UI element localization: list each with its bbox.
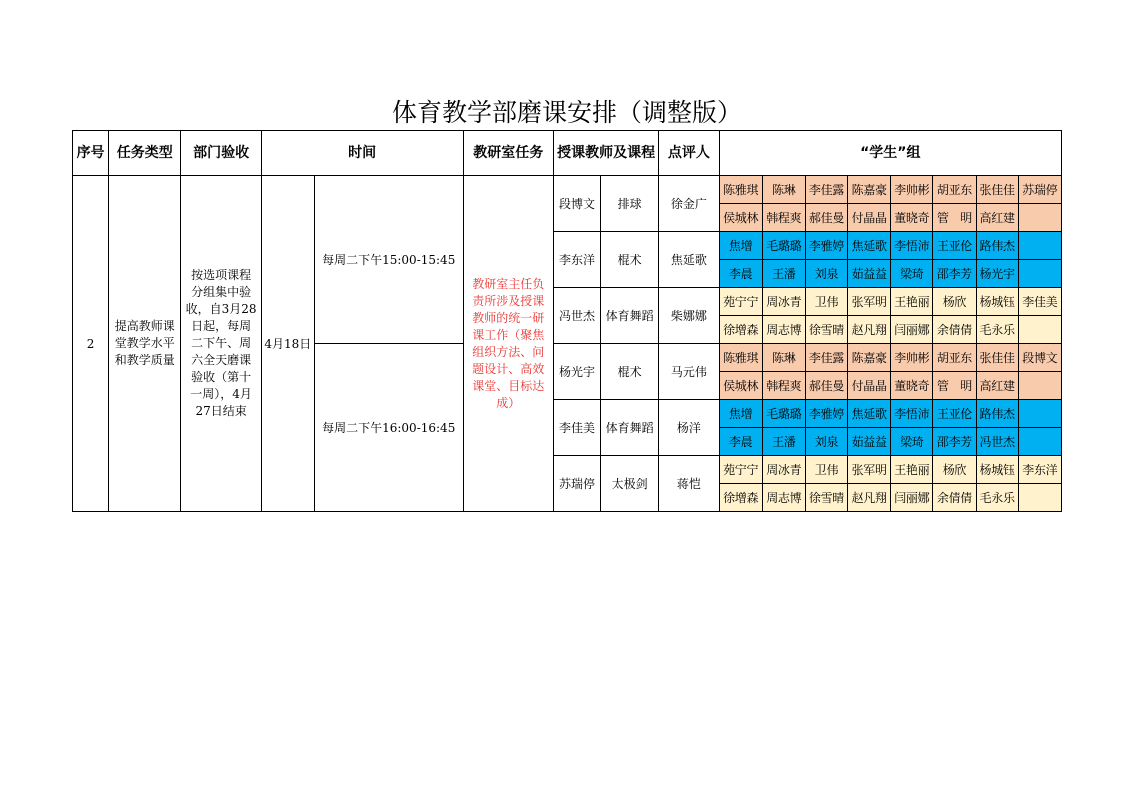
student-cell (1018, 372, 1061, 400)
student-cell: 刘泉 (805, 428, 847, 456)
student-cell: 余倩倩 (933, 484, 976, 512)
student-cell: 张佳佳 (976, 344, 1018, 372)
student-cell: 管 明 (933, 372, 976, 400)
header-dept-check: 部门验收 (181, 131, 261, 176)
student-cell: 赵凡翔 (848, 484, 891, 512)
student-cell (1018, 232, 1061, 260)
dept-check-cell: 按选项课程分组集中验收，自3月28日起，每周二下午、周六全天磨课验收（第十一周），4月27日结束 (181, 176, 261, 512)
student-cell: 徐雪晴 (805, 484, 847, 512)
student-cell: 苑宁宁 (719, 456, 762, 484)
student-cell: 李晨 (719, 428, 762, 456)
student-cell: 陈雅琪 (719, 344, 762, 372)
student-cell: 路伟杰 (976, 400, 1018, 428)
student-cell: 李悟沛 (891, 232, 933, 260)
student-cell: 焦增 (719, 400, 762, 428)
student-cell: 胡亚东 (933, 344, 976, 372)
course-cell: 棍术 (601, 344, 659, 400)
header-time: 时间 (261, 131, 463, 176)
reviewer-cell: 焦延歌 (659, 232, 719, 288)
student-cell: 茹益益 (848, 260, 891, 288)
student-cell: 周冰青 (762, 456, 805, 484)
time-slot-cell: 每周二下午15:00-15:45 (314, 176, 463, 344)
student-cell: 杨城钰 (976, 456, 1018, 484)
student-cell: 李佳露 (805, 176, 847, 204)
student-cell: 李雅婷 (805, 400, 847, 428)
student-cell: 高红建 (976, 204, 1018, 232)
student-cell: 闫丽娜 (891, 484, 933, 512)
student-cell: 刘泉 (805, 260, 847, 288)
teacher-cell: 冯世杰 (553, 288, 600, 344)
student-cell: 周志博 (762, 484, 805, 512)
student-cell: 徐增森 (719, 316, 762, 344)
student-cell: 李雅婷 (805, 232, 847, 260)
student-cell: 周冰青 (762, 288, 805, 316)
header-students: “学生”组 (719, 131, 1061, 176)
student-cell: 高红建 (976, 372, 1018, 400)
student-cell: 闫丽娜 (891, 316, 933, 344)
student-cell: 张佳佳 (976, 176, 1018, 204)
student-cell (1018, 484, 1061, 512)
reviewer-cell: 徐金广 (659, 176, 719, 232)
student-cell: 杨光宇 (976, 260, 1018, 288)
teacher-cell: 段博文 (553, 176, 600, 232)
student-cell: 杨城钰 (976, 288, 1018, 316)
student-cell: 胡亚东 (933, 176, 976, 204)
course-cell: 棍术 (601, 232, 659, 288)
student-cell: 王潘 (762, 260, 805, 288)
student-cell: 茹益益 (848, 428, 891, 456)
student-cell: 杨欣 (933, 456, 976, 484)
header-task-type: 任务类型 (109, 131, 181, 176)
student-cell: 韩程爽 (762, 204, 805, 232)
teacher-cell: 李东洋 (553, 232, 600, 288)
student-cell: 李帅彬 (891, 344, 933, 372)
course-cell: 排球 (601, 176, 659, 232)
student-cell: 冯世杰 (976, 428, 1018, 456)
student-cell: 郝佳曼 (805, 204, 847, 232)
student-cell: 董晓奇 (891, 372, 933, 400)
teacher-cell: 杨光宇 (553, 344, 600, 400)
student-cell: 管 明 (933, 204, 976, 232)
page-title: 体育教学部磨课安排（调整版） (391, 98, 742, 127)
student-cell: 焦增 (719, 232, 762, 260)
student-cell: 徐增森 (719, 484, 762, 512)
student-cell (1018, 428, 1061, 456)
student-cell: 卫伟 (805, 456, 847, 484)
student-cell: 邵李芳 (933, 428, 976, 456)
student-cell: 李晨 (719, 260, 762, 288)
student-cell: 李帅彬 (891, 176, 933, 204)
student-cell: 李佳露 (805, 344, 847, 372)
student-cell: 余倩倩 (933, 316, 976, 344)
header-reviewer: 点评人 (659, 131, 719, 176)
student-cell (1018, 260, 1061, 288)
student-cell: 董晓奇 (891, 204, 933, 232)
student-cell: 毛璐璐 (762, 400, 805, 428)
teacher-cell: 苏瑞停 (553, 456, 600, 512)
student-cell: 张军明 (848, 288, 891, 316)
header-office-task: 教研室任务 (463, 131, 553, 176)
student-cell: 陈雅琪 (719, 176, 762, 204)
reviewer-cell: 杨洋 (659, 400, 719, 456)
student-cell (1018, 316, 1061, 344)
student-cell: 邵李芳 (933, 260, 976, 288)
student-cell: 李东洋 (1018, 456, 1061, 484)
schedule-body (73, 176, 1062, 512)
student-cell: 梁琦 (891, 260, 933, 288)
student-cell: 赵凡翔 (848, 316, 891, 344)
student-cell: 苑宁宁 (719, 288, 762, 316)
student-cell: 王潘 (762, 428, 805, 456)
table-row (73, 176, 1062, 204)
time-slot-cell: 每周二下午16:00-16:45 (314, 344, 463, 512)
header-teacher-course: 授课教师及课程 (553, 131, 658, 176)
student-cell: 路伟杰 (976, 232, 1018, 260)
course-cell: 太极剑 (601, 456, 659, 512)
student-cell: 陈琳 (762, 176, 805, 204)
student-cell: 侯城林 (719, 372, 762, 400)
student-cell: 毛永乐 (976, 316, 1018, 344)
student-cell: 王艳丽 (891, 288, 933, 316)
student-cell: 张军明 (848, 456, 891, 484)
student-cell: 梁琦 (891, 428, 933, 456)
student-cell: 陈嘉豪 (848, 176, 891, 204)
student-cell: 李佳美 (1018, 288, 1061, 316)
student-cell: 卫伟 (805, 288, 847, 316)
student-cell: 付晶晶 (848, 372, 891, 400)
office-task-cell: 教研室主任负责所涉及授课教师的统一研课工作（聚焦组织方法、问题设计、高效课堂、目标达成） (463, 176, 553, 512)
student-cell: 杨欣 (933, 288, 976, 316)
student-cell: 周志博 (762, 316, 805, 344)
student-cell: 焦延歌 (848, 400, 891, 428)
student-cell: 付晶晶 (848, 204, 891, 232)
student-cell: 焦延歌 (848, 232, 891, 260)
student-cell: 郝佳曼 (805, 372, 847, 400)
student-cell (1018, 204, 1061, 232)
student-cell: 陈嘉豪 (848, 344, 891, 372)
course-cell: 体育舞蹈 (601, 400, 659, 456)
seq-cell: 2 (73, 176, 109, 512)
student-cell: 侯城林 (719, 204, 762, 232)
student-cell: 李悟沛 (891, 400, 933, 428)
student-cell: 韩程爽 (762, 372, 805, 400)
student-cell: 苏瑞停 (1018, 176, 1061, 204)
reviewer-cell: 柴娜娜 (659, 288, 719, 344)
teacher-cell: 李佳美 (553, 400, 600, 456)
student-cell: 陈琳 (762, 344, 805, 372)
date-cell: 4月18日 (261, 176, 314, 512)
schedule-table (72, 130, 1062, 512)
task-type-cell: 提高教师课堂教学水平和教学质量 (109, 176, 181, 512)
reviewer-cell: 蒋恺 (659, 456, 719, 512)
student-cell: 王亚伦 (933, 400, 976, 428)
student-cell: 王亚伦 (933, 232, 976, 260)
student-cell: 王艳丽 (891, 456, 933, 484)
course-cell: 体育舞蹈 (601, 288, 659, 344)
student-cell: 毛永乐 (976, 484, 1018, 512)
student-cell: 徐雪晴 (805, 316, 847, 344)
reviewer-cell: 马元伟 (659, 344, 719, 400)
student-cell: 毛璐璐 (762, 232, 805, 260)
student-cell (1018, 400, 1061, 428)
header-seq: 序号 (73, 131, 109, 176)
header-row (73, 131, 1062, 176)
student-cell: 段博文 (1018, 344, 1061, 372)
